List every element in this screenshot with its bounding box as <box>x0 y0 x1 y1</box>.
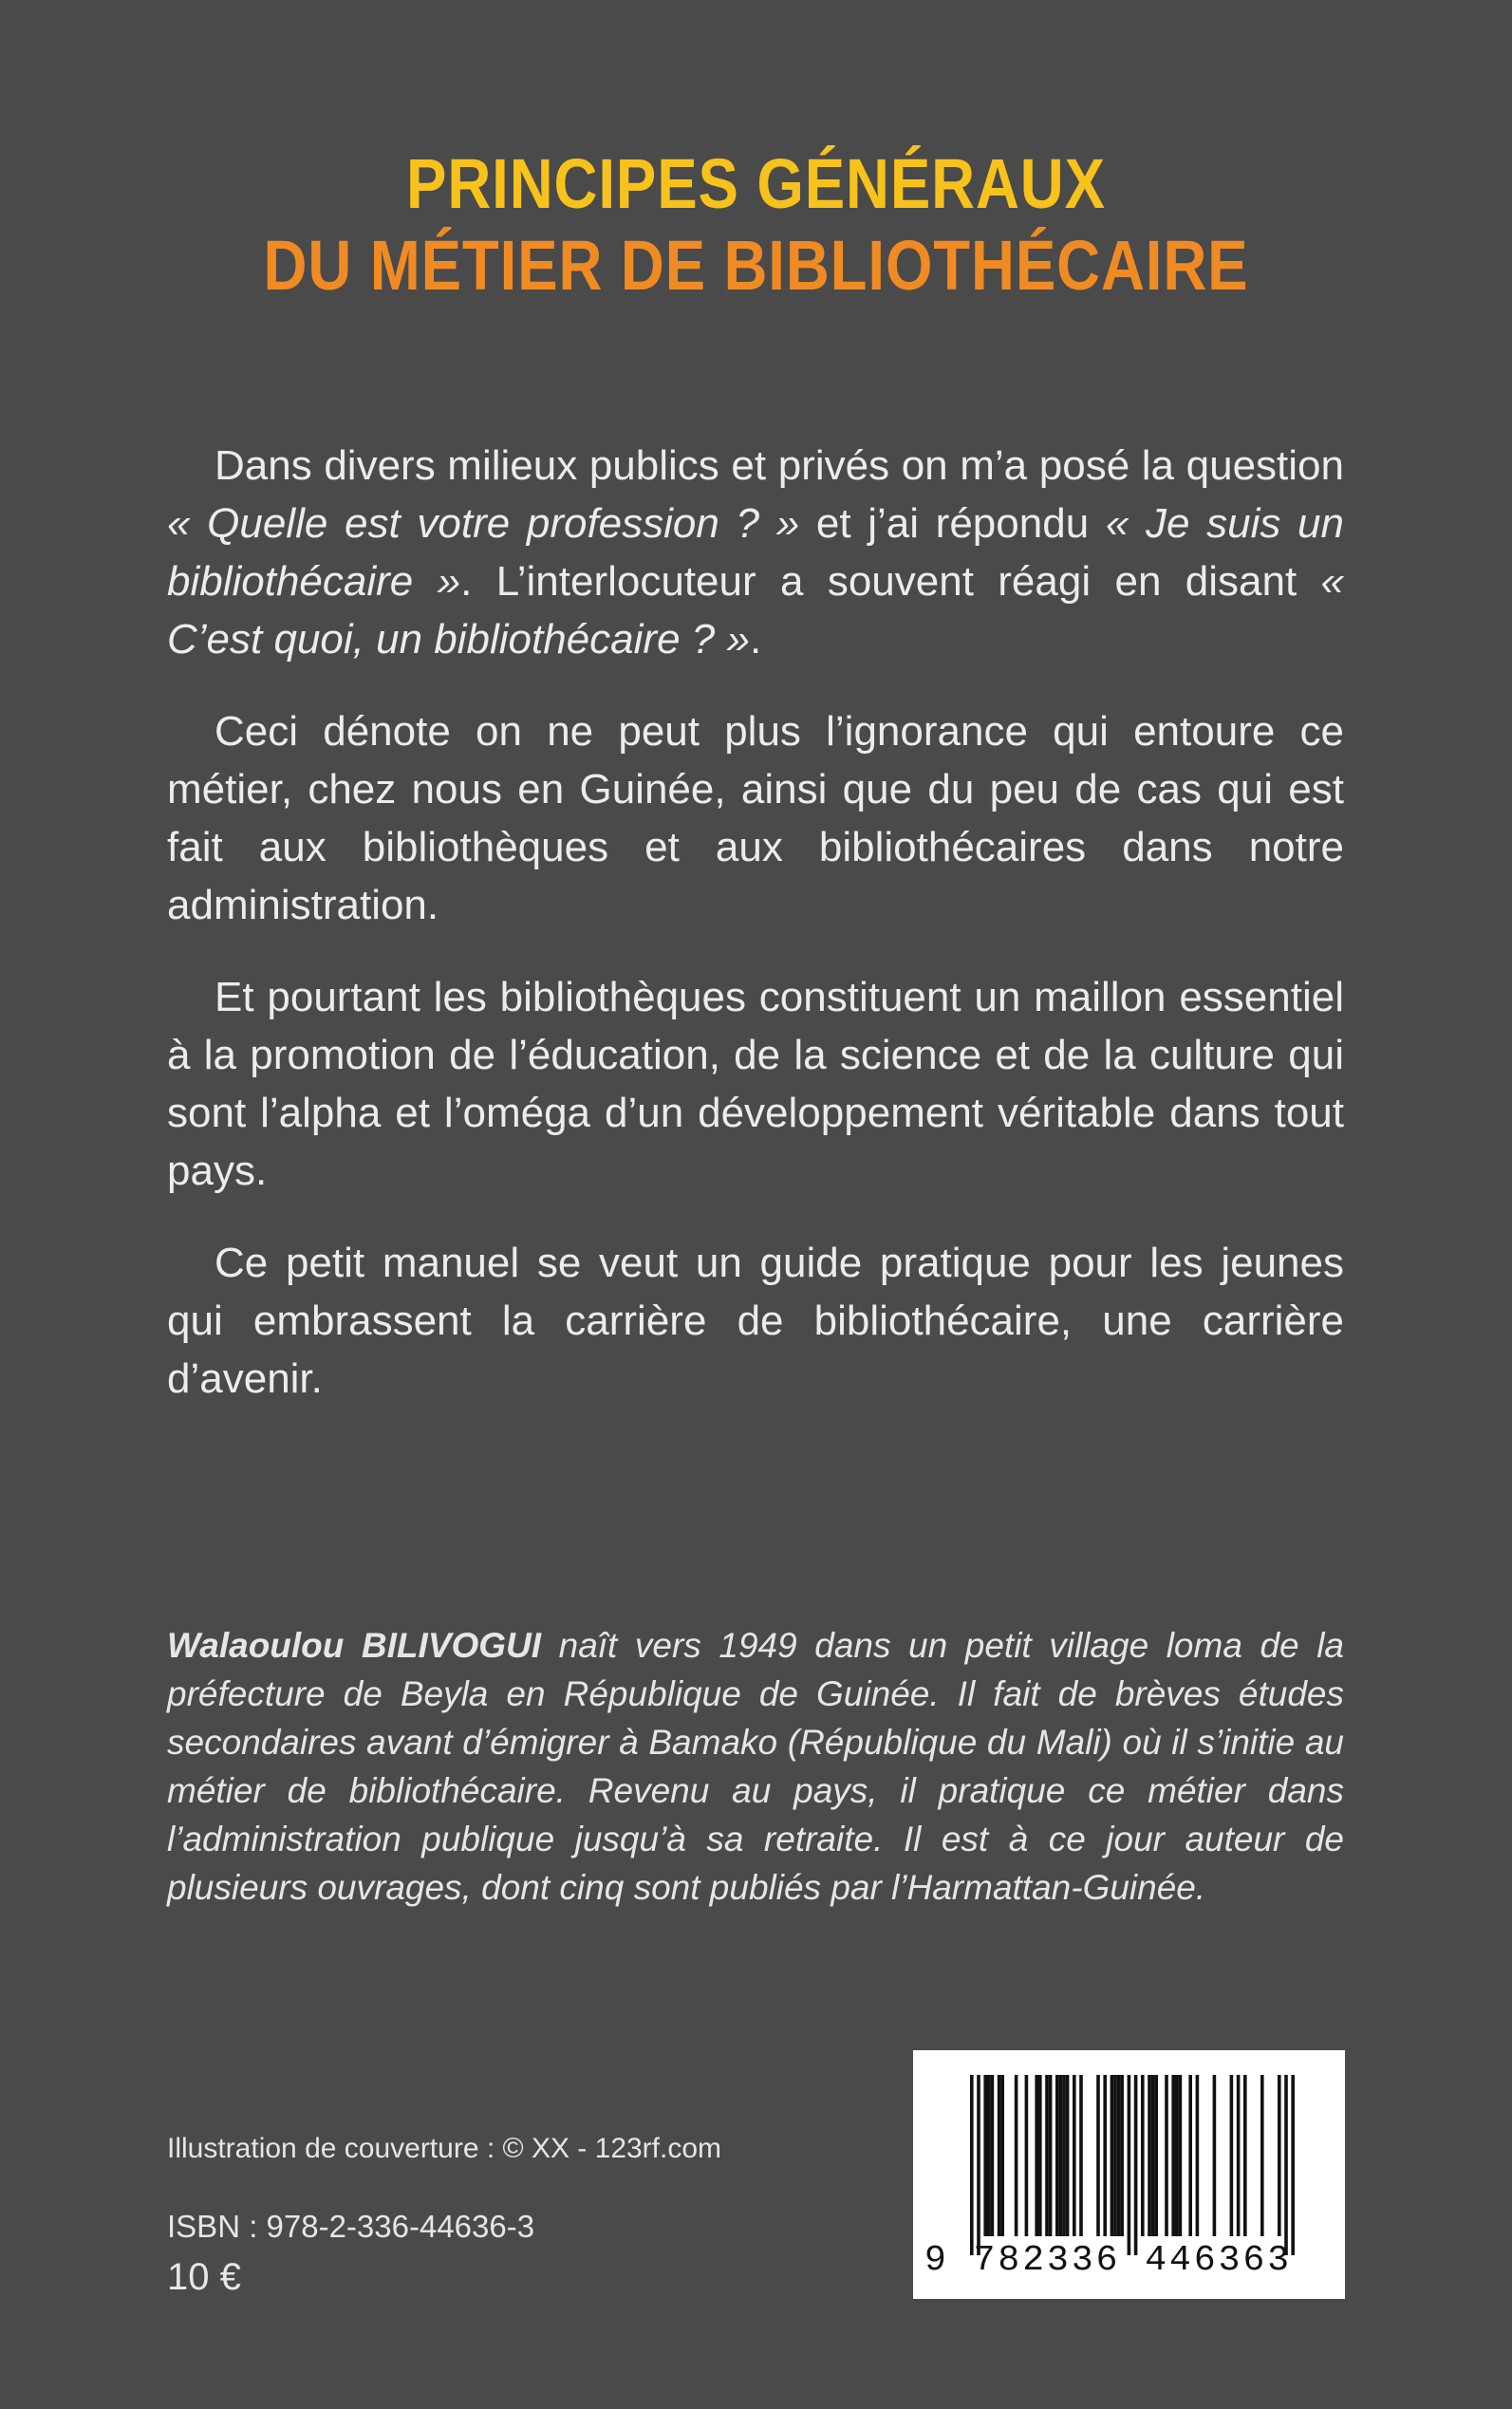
barcode-bar <box>1243 2075 1247 2236</box>
barcode-bar <box>1117 2075 1121 2236</box>
barcode-bar <box>1175 2075 1179 2236</box>
barcode-bar <box>1213 2075 1217 2236</box>
barcode-bar <box>1141 2075 1145 2236</box>
barcode-bar <box>1291 2075 1295 2255</box>
barcode-bar <box>1237 2075 1241 2236</box>
author-name: Walaoulou BILIVOGUI <box>167 1626 542 1665</box>
barcode-bar <box>1154 2075 1158 2236</box>
author-bio-text: naît vers 1949 dans un petit village loma de la préfecture de Beyla en République de Guinée. Il fait de brèves études secondaires avant d’émigrer à Bamako (République du Mali) où il s’initie au métier de bibliothécaire. Revenu au pays, il pratique ce métier dans l’administration publique jusqu’à sa retraite. Il est à ce jour auteur de plusieurs ouvrages, dont cinq sont publiés par l’Harmattan-Guinée. <box>167 1626 1344 1907</box>
barcode-bar <box>1128 2075 1131 2255</box>
barcode-bar <box>1038 2075 1042 2236</box>
author-bio <box>167 1621 1344 1912</box>
blurb-paragraph-2: Ceci dénote on ne peut plus l’ignorance qui entoure ce métier, chez nous en Guinée, ainsi que du peu de cas qui est fait aux bibliothèques et aux bibliothécaires dans notre administration. <box>167 708 1344 928</box>
blurb-paragraph-3: Et pourtant les bibliothèques constituent un maillon essentiel à la promotion de l’éducation, de la science et de la culture qui sont l’alpha et l’oméga d’un développement véritable dans tout pays. <box>167 974 1344 1194</box>
price: 10 € <box>167 2256 241 2298</box>
barcode-bar <box>1148 2075 1151 2236</box>
cover-credit: Illustration de couverture : © XX - 123rf.com <box>167 2133 722 2164</box>
barcode-bar <box>1035 2075 1038 2236</box>
barcode-bar <box>1049 2075 1053 2236</box>
barcode-bar <box>1196 2075 1200 2236</box>
barcode-bar <box>1111 2075 1114 2236</box>
barcode-bar <box>1278 2075 1281 2236</box>
barcode-bar <box>1000 2075 1004 2236</box>
barcode-bar <box>1120 2075 1124 2236</box>
barcode-bar <box>1284 2075 1288 2255</box>
barcode-bar <box>1025 2075 1029 2236</box>
barcode <box>913 2050 1345 2299</box>
barcode-bar <box>1045 2075 1049 2236</box>
barcode-bar <box>1230 2075 1234 2236</box>
barcode-bar <box>977 2075 980 2255</box>
isbn: ISBN : 978-2-336-44636-3 <box>167 2209 535 2244</box>
barcode-bar <box>991 2075 995 2236</box>
barcode-bar <box>1066 2075 1070 2236</box>
barcode-bar <box>1260 2075 1264 2236</box>
barcode-bar <box>1096 2075 1100 2236</box>
barcode-bar <box>1055 2075 1059 2236</box>
title-line-2: DU MÉTIER DE BIBLIOTHÉCAIRE <box>263 226 1249 305</box>
barcode-bar <box>1171 2075 1175 2236</box>
barcode-bar <box>983 2075 987 2236</box>
barcode-bar <box>998 2075 1001 2236</box>
barcode-bar <box>1179 2075 1183 2236</box>
barcode-bar <box>1103 2075 1107 2236</box>
barcode-bar <box>1151 2075 1155 2236</box>
barcode-bar <box>987 2075 991 2236</box>
barcode-bar <box>970 2075 974 2255</box>
blurb <box>167 437 1344 1442</box>
barcode-bar <box>1062 2075 1066 2236</box>
barcode-bar <box>1073 2075 1076 2236</box>
barcode-bar <box>1059 2075 1063 2236</box>
title-line-1: PRINCIPES GÉNÉRAUX <box>406 144 1106 223</box>
barcode-bar <box>1113 2075 1117 2236</box>
barcode-bar <box>1015 2075 1018 2236</box>
blurb-paragraph-1: Dans divers milieux publics et privés on m’a posé la question « Quelle est votre profession ? » et j’ai répondu « Je suis un bibliothécaire ». L’interlocuteur a souvent réagi en disant « C’est quoi, un bibliothécaire ? ». <box>167 442 1345 663</box>
barcode-number: 9 782336 446363 <box>924 2240 1293 2281</box>
barcode-bar <box>1188 2075 1192 2236</box>
barcode-bar <box>1165 2075 1168 2236</box>
barcode-bar <box>1134 2075 1138 2255</box>
blurb-paragraph-4: Ce petit manuel se veut un guide pratique pour les jeunes qui embrassent la carrière de bibliothécaire, une carrière d’avenir. <box>167 1240 1344 1402</box>
barcode-bar <box>1079 2075 1083 2236</box>
